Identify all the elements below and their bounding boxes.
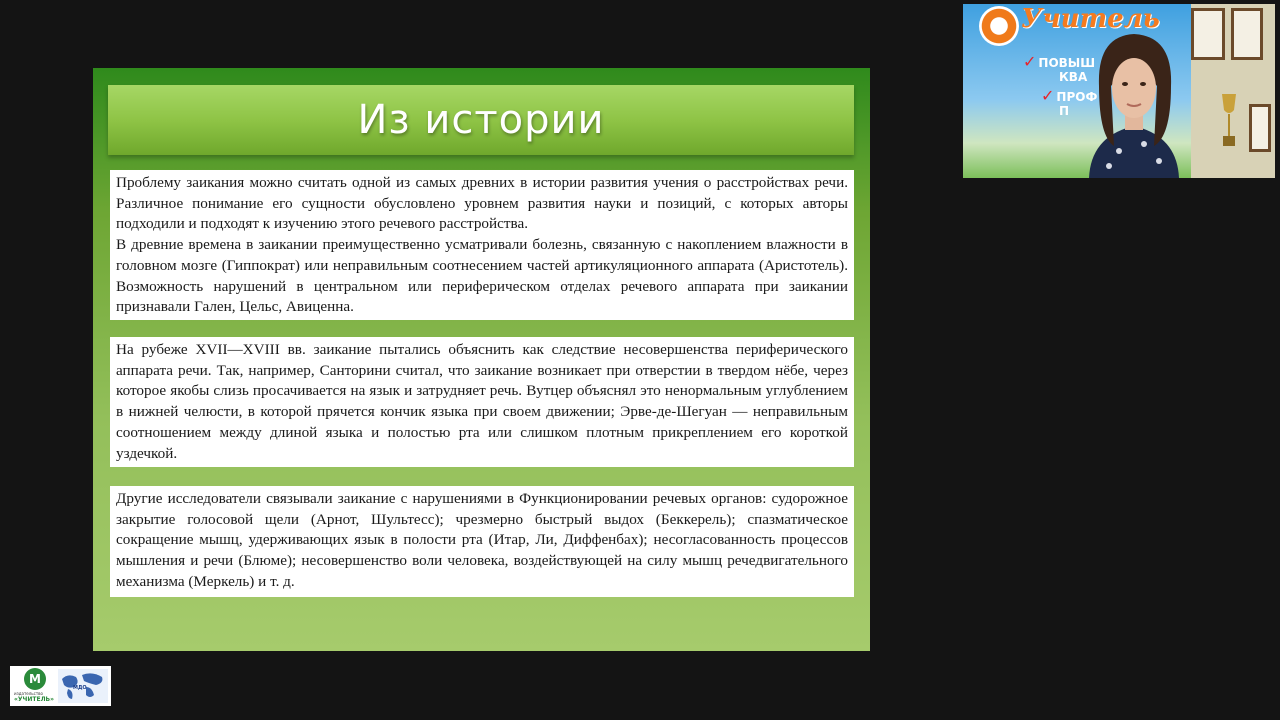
publisher-caption: «УЧИТЕЛЬ» — [14, 696, 54, 703]
banner-line: КВА — [1059, 70, 1088, 84]
banner-line: П — [1059, 104, 1070, 118]
wall-certificate-frame — [1231, 8, 1263, 60]
publisher-emblem-icon: M — [24, 668, 46, 690]
paragraph: Другие исследователи связывали заикание с нарушениями в Функционировании речевых органов: судорожное закрытие голосовой щели (Арнот, Шультесс); чрезмерно быстрый выдох (Беккерель); спазматическое сокращение мышц, удерживающих язык в полости рта (Итар, Ли, Диффенбах); несогласованность процессов мышления и речи (Блюме); несовершенство воли человека, воздействующей на силу мышц речедвигательного механизма (Меркель) и т. д. — [116, 490, 848, 590]
text-block-17-18-century — [110, 337, 854, 467]
banner-line: ✓ ПОВЫШ — [1023, 52, 1096, 71]
banner-logo-icon — [979, 6, 1019, 46]
banner-line: ✓ ПРОФ — [1041, 86, 1098, 105]
paragraph: На рубеже XVII—XVIII вв. заикание пытались объяснить как следствие несовершенства периферического аппарата речи. Так, например, Санторини считал, что заикание возникает при отверстии в твердом нёбе, через которое якобы слизь просачивается на язык и затрудняет речь. Вутцер объяснял это ненормальным углублением в нижней челюсти, в которой прячется кончик языка при своем движении; Эрве-де-Шегуан — неправильным соотношением между длиной языка и полостью рта или слишком плотным прикреплением его короткой уздечкой. — [116, 341, 848, 462]
paragraph: Проблему заикания можно считать одной из самых древних в истории развития учения о расстройствах речи. Различное понимание его сущности обусловлено уровнем развития науки и позиций, с которых авторы подходили и подходят к изучению этого речевого расстройства. — [116, 174, 848, 233]
banner-title: Учитель — [1021, 4, 1160, 34]
publisher-caption-top: издательство — [14, 691, 43, 696]
text-block-ancient-history — [110, 170, 854, 320]
slide-title: Из истории — [357, 97, 605, 143]
presentation-slide — [93, 68, 870, 651]
paragraph: В древние времена в заикании преимущественно усматривали болезнь, связанную с накоплением влажности в головном мозге (Гиппократ) или неправильным соотнесением частей артикуляционного аппарата (Аристотель). Возможность нарушений в центральном или периферическом отделах речевого аппарата при заикании признавали Гален, Цельс, Авиценна. — [116, 236, 848, 316]
trophy-icon — [1219, 90, 1239, 150]
wall-certificate-frame — [1249, 104, 1271, 152]
mdo-label: МДО — [73, 685, 87, 691]
text-block-other-researchers — [110, 486, 854, 597]
slide-title-bar — [108, 85, 854, 155]
webcam-feed — [963, 4, 1275, 178]
presenter-silhouette — [1049, 26, 1219, 178]
publisher-logo-strip — [10, 666, 111, 706]
